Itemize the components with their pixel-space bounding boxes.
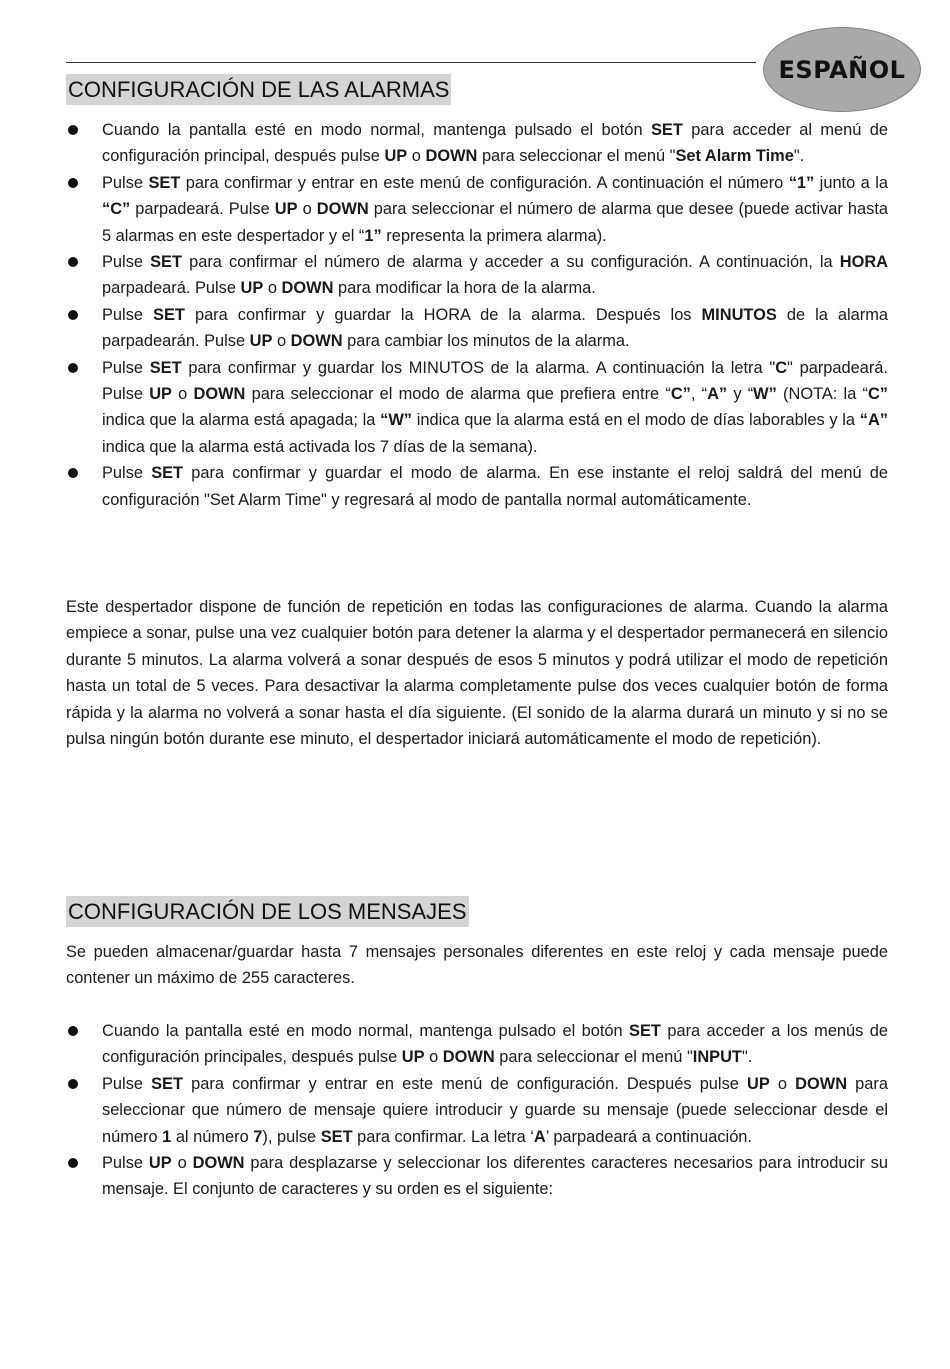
language-badge: ESPAÑOL [763, 27, 921, 112]
section-title-messages: CONFIGURACIÓN DE LOS MENSAJES [66, 896, 469, 927]
section-title-alarms: CONFIGURACIÓN DE LAS ALARMAS [66, 74, 451, 105]
message-steps-list [66, 1018, 888, 1203]
list-item: Pulse SET para confirmar y guardar la HORA de la alarma. Después los MINUTOS de la alarma parpadearán. Pulse UP o DOWN para cambiar los minutos de la alarma. [66, 302, 888, 355]
alarm-steps [66, 117, 888, 513]
header-rule [66, 62, 756, 63]
list-item: Pulse SET para confirmar el número de alarma y acceder a su configuración. A continuación, la HORA parpadeará. Pulse UP o DOWN para modificar la hora de la alarma. [66, 249, 888, 302]
list-item: Cuando la pantalla esté en modo normal, mantenga pulsado el botón SET para acceder a los menús de configuración principales, después pulse UP o DOWN para seleccionar el menú "INPUT". [66, 1018, 888, 1071]
list-item: Pulse SET para confirmar y entrar en este menú de configuración. Después pulse UP o DOWN para seleccionar que número de mensaje quiere introducir y guarde su mensaje (puede seleccionar desde el número 1 al número 7), pulse SET para confirmar. La letra ‘A’ parpadeará a continuación. [66, 1071, 888, 1150]
list-item: Pulse SET para confirmar y guardar el modo de alarma. En ese instante el reloj saldrá del menú de configuración "Set Alarm Time" y regresará al modo de pantalla normal automáticamente. [66, 460, 888, 513]
messages-intro [66, 939, 888, 992]
list-item: Pulse SET para confirmar y guardar los MINUTOS de la alarma. A continuación la letra "C" parpadeará. Pulse UP o DOWN para seleccionar el modo de alarma que prefiera entre “C”, “A” y “W” (NOTA: la “C” indica que la alarma está apagada; la “W” indica que la alarma está en el modo de días laborables y la “A” indica que la alarma está activada los 7 días de la semana). [66, 355, 888, 461]
message-steps [66, 1018, 888, 1203]
alarm-steps-list [66, 117, 888, 513]
snooze-paragraph [66, 594, 888, 752]
list-item: Pulse SET para confirmar y entrar en este menú de configuración. A continuación el número “1” junto a la “C” parpadeará. Pulse UP o DOWN para seleccionar el número de alarma que desee (puede activar hasta 5 alarmas en este despertador y el “1” representa la primera alarma). [66, 170, 888, 249]
list-item: Cuando la pantalla esté en modo normal, mantenga pulsado el botón SET para acceder al menú de configuración principal, después pulse UP o DOWN para seleccionar el menú "Set Alarm Time". [66, 117, 888, 170]
messages-intro-text: Se pueden almacenar/guardar hasta 7 mensajes personales diferentes en este reloj y cada mensaje puede contener un máximo de 255 caracteres. [66, 943, 888, 988]
snooze-text: Este despertador dispone de función de repetición en todas las configuraciones de alarma. Cuando la alarma empiece a sonar, pulse una vez cualquier botón para detener la alarma y el despertador permanecerá en silencio durante 5 minutos. La alarma volverá a sonar después de esos 5 minutos y podrá utilizar el modo de repetición hasta un total de 5 veces. Para desactivar la alarma completamente pulse dos veces cualquier botón de forma rápida y la alarma no volverá a sonar hasta el día siguiente. (El sonido de la alarma durará un minuto y si no se pulsa ningún botón durante ese minuto, el despertador iniciará automáticamente el modo de repetición). [66, 598, 888, 749]
list-item: Pulse UP o DOWN para desplazarse y seleccionar los diferentes caracteres necesarios para introducir su mensaje. El conjunto de caracteres y su orden es el siguiente: [66, 1150, 888, 1203]
